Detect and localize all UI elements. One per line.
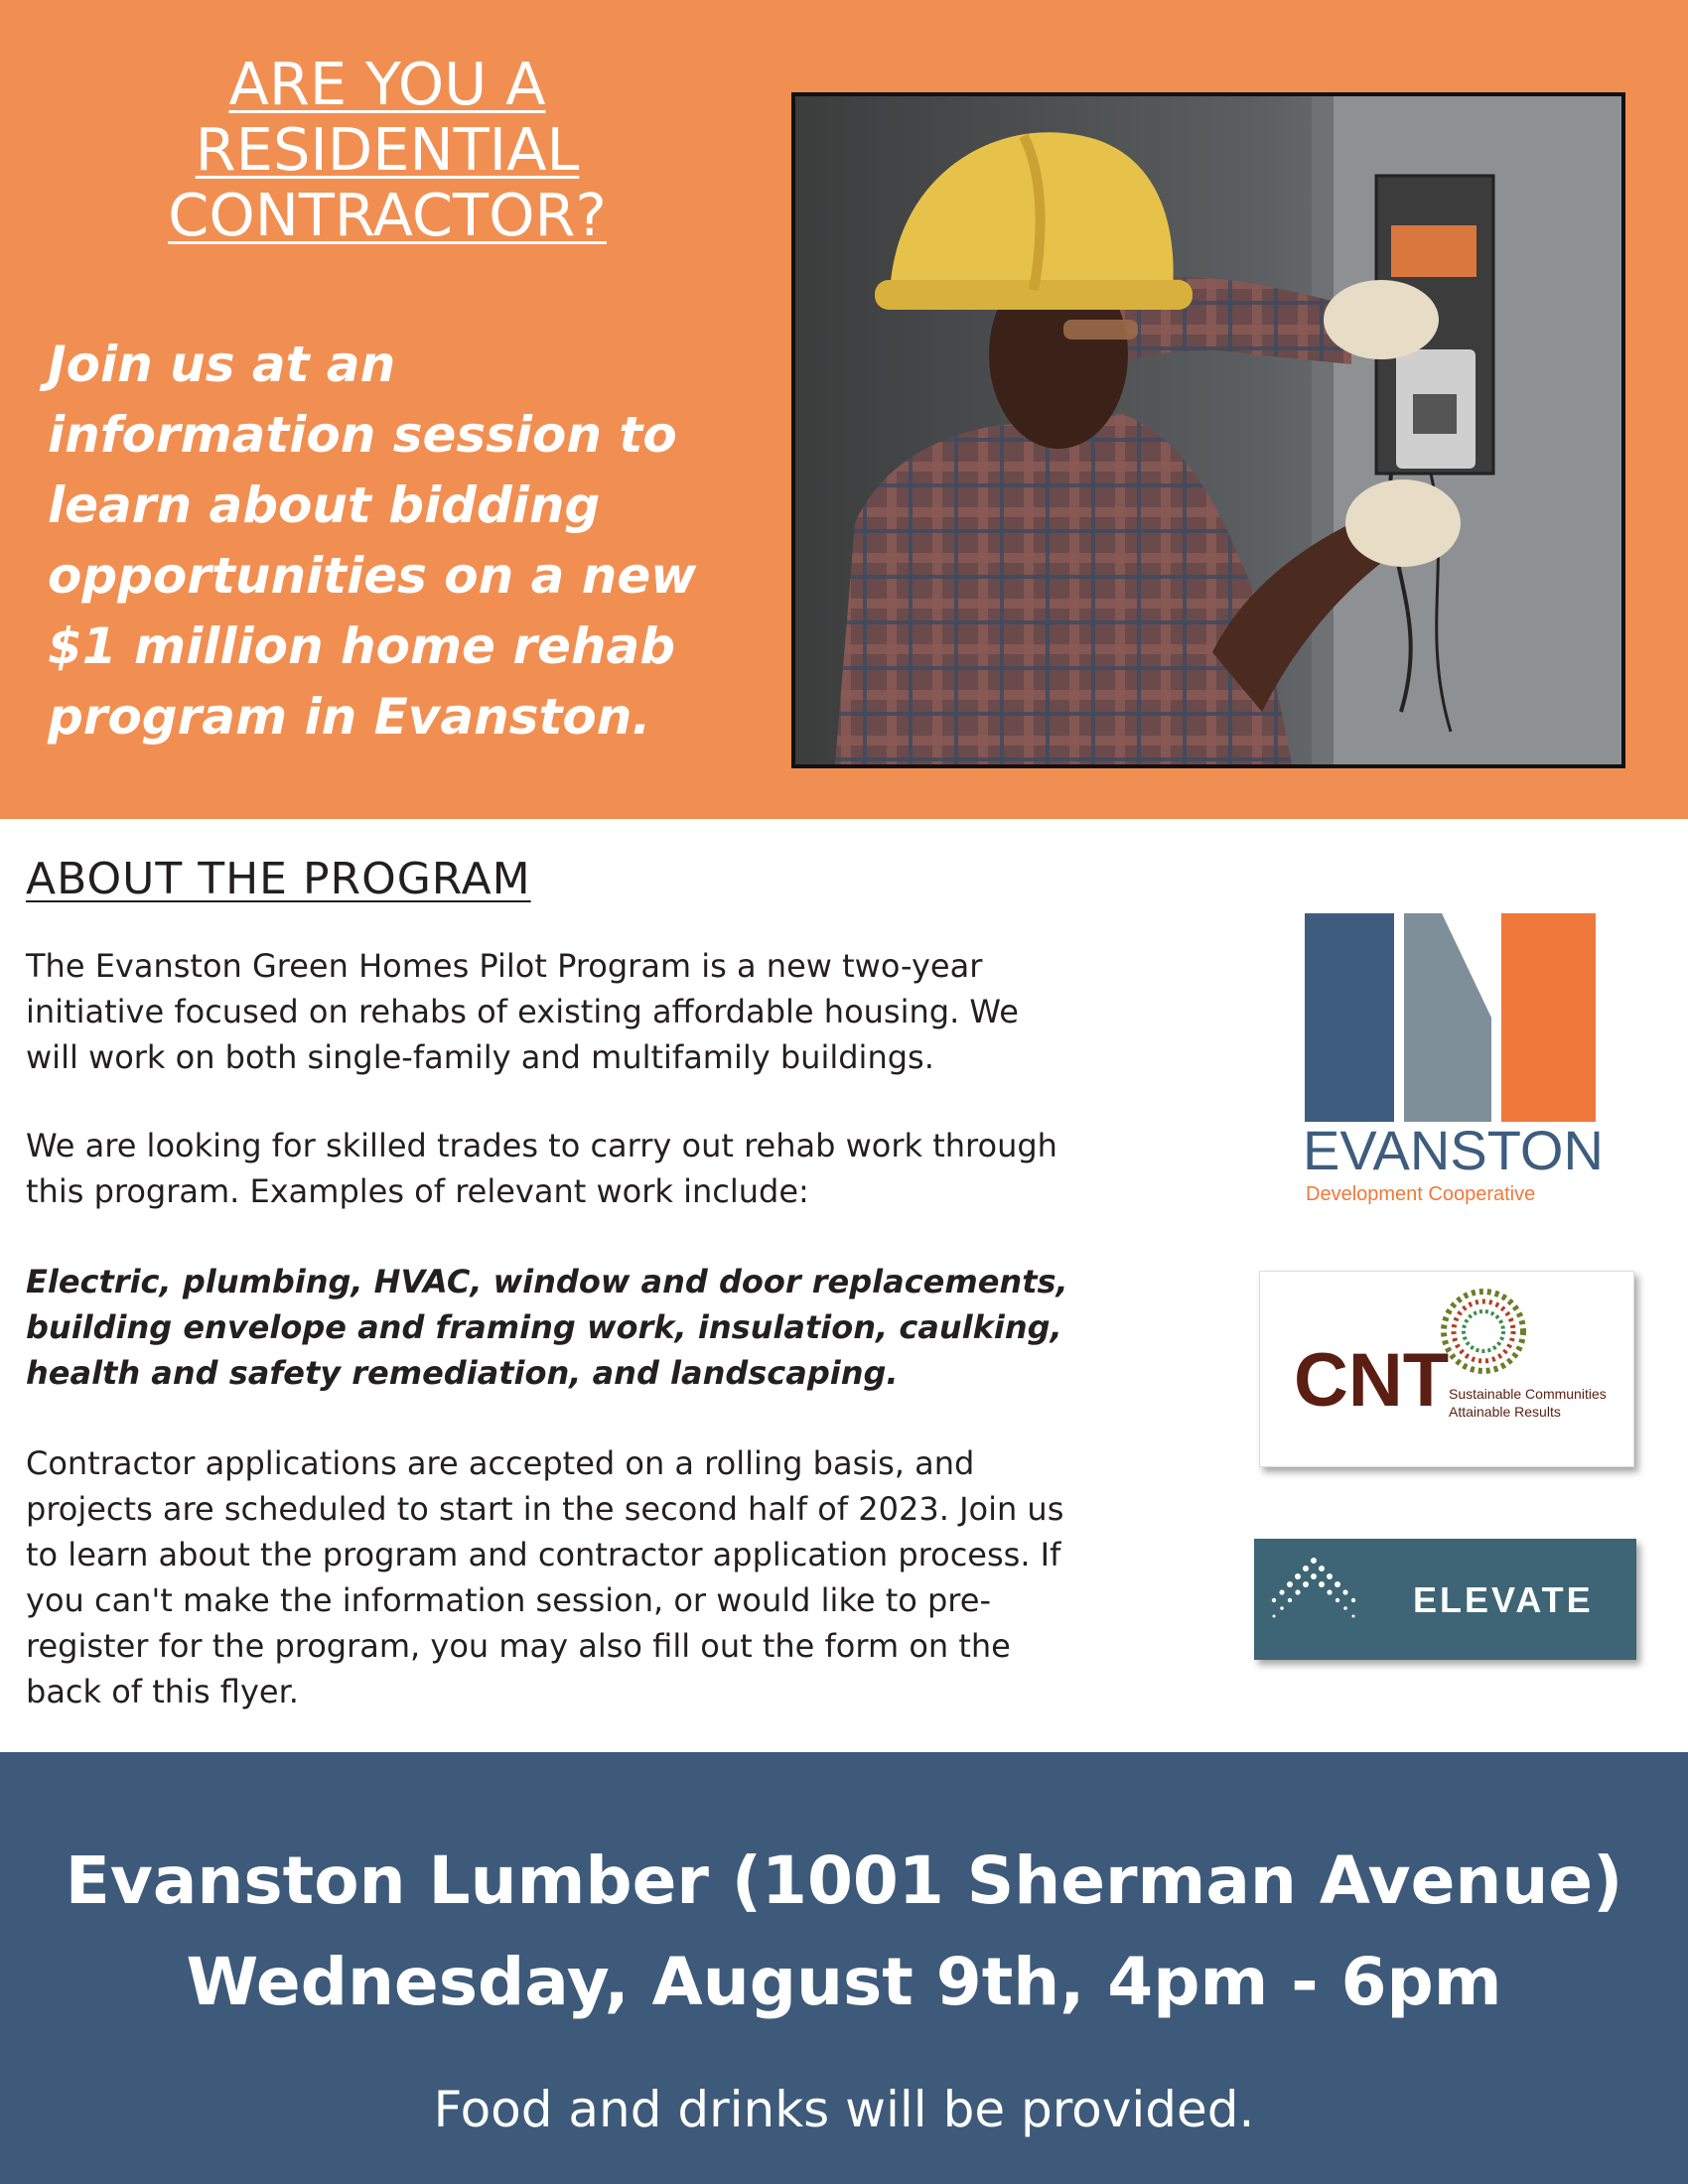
contractor-photo bbox=[791, 92, 1625, 768]
cnt-tagline-2: Attainable Results bbox=[1449, 1404, 1561, 1420]
cnt-ring-icon bbox=[1444, 1292, 1523, 1371]
edc-mark-icon bbox=[1303, 908, 1601, 1206]
evanston-development-cooperative-logo bbox=[1303, 908, 1601, 1206]
edc-name: EVANSTON bbox=[1303, 1119, 1601, 1181]
about-paragraph-2 bbox=[26, 1123, 1227, 1214]
event-venue: Evanston Lumber (1001 Sherman Avenue) bbox=[65, 1843, 1623, 1919]
edc-subtitle: Development Cooperative bbox=[1306, 1183, 1536, 1205]
elevate-logo bbox=[1254, 1539, 1636, 1660]
text-line: this program. Examples of relevant work include: bbox=[26, 1172, 809, 1210]
headline-line: CONTRACTOR? bbox=[168, 181, 607, 249]
intro-line: opportunities on a new bbox=[48, 547, 697, 605]
intro-line: information session to bbox=[48, 406, 677, 464]
text-line: projects are scheduled to start in the second half of 2023. Join us bbox=[26, 1490, 1064, 1528]
work-examples bbox=[26, 1259, 1227, 1396]
text-line: you can't make the information session, or would like to pre- bbox=[26, 1581, 991, 1619]
text-line: initiative focused on rehabs of existing affordable housing. We bbox=[26, 993, 1019, 1030]
intro-line: $1 million home rehab bbox=[48, 617, 676, 675]
cnt-tagline-1: Sustainable Communities bbox=[1449, 1386, 1607, 1402]
elevate-dot-chevron-icon bbox=[1272, 1558, 1355, 1618]
text-line: register for the program, you may also fill out the form on the bbox=[26, 1627, 1011, 1665]
text-line: back of this flyer. bbox=[26, 1673, 299, 1710]
event-band bbox=[0, 1752, 1688, 2184]
text-line: We are looking for skilled trades to carry out rehab work through bbox=[26, 1127, 1057, 1164]
headline bbox=[60, 52, 715, 248]
elevate-name: ELEVATE bbox=[1413, 1579, 1594, 1620]
cnt-mark-icon bbox=[1260, 1272, 1633, 1466]
about-paragraph-4 bbox=[26, 1440, 1227, 1714]
contractor-illustration bbox=[795, 96, 1621, 764]
text-line: Contractor applications are accepted on a rolling basis, and bbox=[26, 1444, 975, 1482]
intro-text bbox=[48, 330, 763, 752]
cnt-name: CNT bbox=[1294, 1338, 1450, 1423]
about-title: ABOUT THE PROGRAM bbox=[26, 854, 531, 904]
text-line: will work on both single-family and multifamily buildings. bbox=[26, 1038, 934, 1076]
text-line: The Evanston Green Homes Pilot Program is a new two-year bbox=[26, 947, 983, 985]
text-line: health and safety remediation, and landscaping. bbox=[26, 1354, 899, 1392]
event-datetime: Wednesday, August 9th, 4pm - 6pm bbox=[186, 1944, 1502, 2020]
intro-line: program in Evanston. bbox=[48, 688, 651, 746]
text-line: to learn about the program and contractor application process. If bbox=[26, 1536, 1061, 1573]
header-band bbox=[0, 0, 1688, 819]
headline-line: RESIDENTIAL bbox=[195, 115, 580, 184]
event-note: Food and drinks will be provided. bbox=[433, 2081, 1255, 2138]
elevate-mark-icon bbox=[1254, 1539, 1636, 1660]
headline-line: ARE YOU A bbox=[228, 50, 546, 118]
about-paragraph-1 bbox=[26, 943, 1227, 1080]
cnt-logo bbox=[1259, 1271, 1634, 1467]
intro-line: Join us at an bbox=[48, 336, 396, 393]
intro-line: learn about bidding bbox=[48, 477, 601, 534]
text-line: building envelope and framing work, insulation, caulking, bbox=[26, 1308, 1062, 1346]
text-line: Electric, plumbing, HVAC, window and door replacements, bbox=[26, 1263, 1068, 1300]
